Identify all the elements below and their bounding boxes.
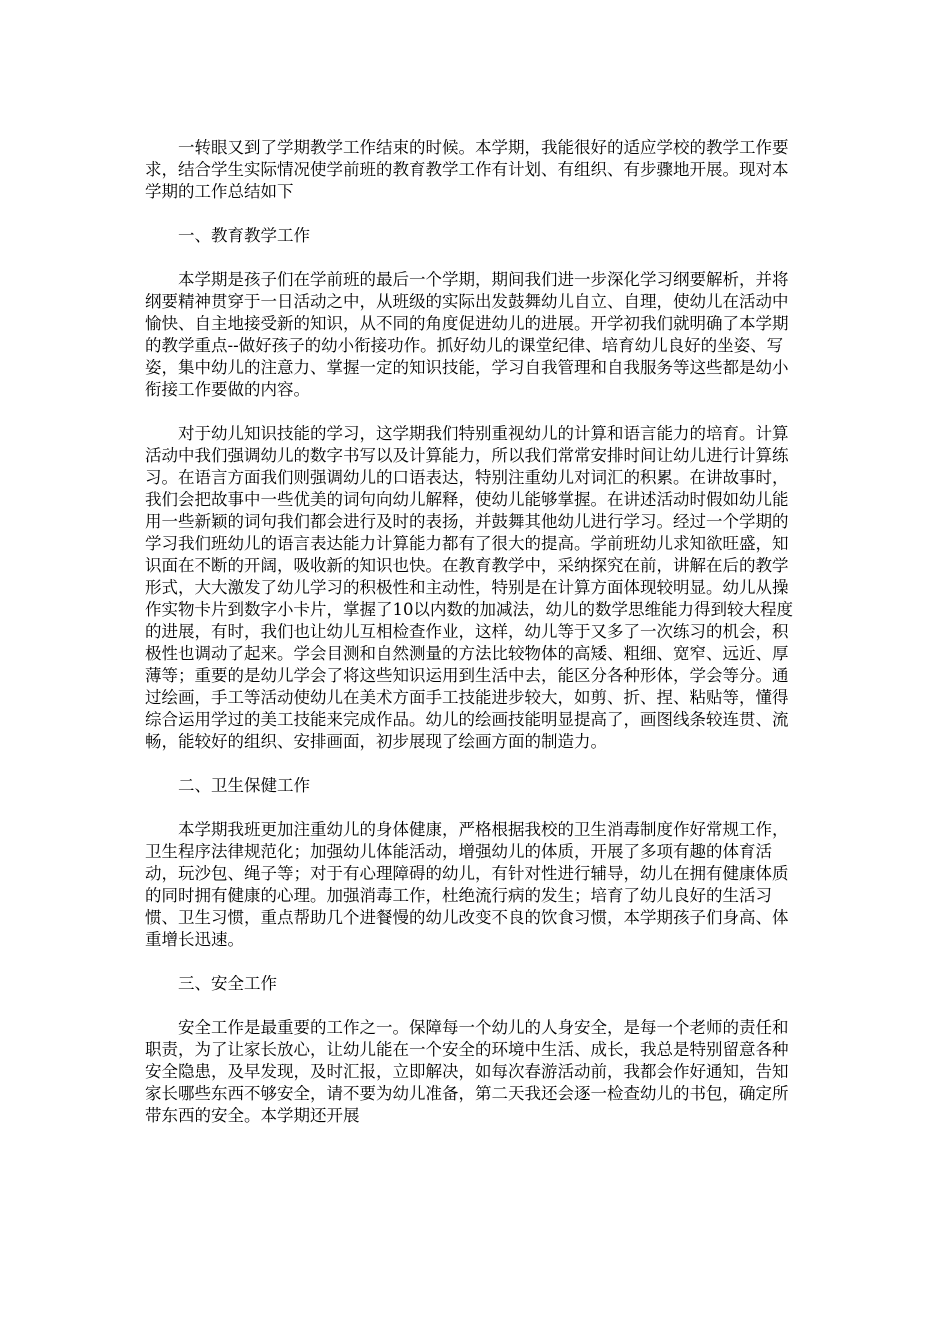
safety-paragraph: 安全工作是最重要的工作之一。保障每一个幼儿的人身安全，是每一个老师的责任和职责，为了让家长放心，让幼儿能在一个安全的环境中生活、成长，我总是特别留意各种安全隐患，及早发现，及时汇报，立即解决，如每次春游活动前，我都会作好通知，告知家长哪些东西不够安全，请不要为幼儿准备，第二天我还会逐一检查幼儿的书包，确定所带东西的安全。本学期还开展 bbox=[145, 1018, 789, 1125]
section-heading-teaching: 一、教育教学工作 bbox=[178, 226, 310, 245]
health-paragraph: 本学期我班更加注重幼儿的身体健康，严格根据我校的卫生消毒制度作好常规工作，卫生程序法律规范化；加强幼儿体能活动，增强幼儿的体质，开展了多项有趣的体育活动，玩沙包、绳子等；对于有心理障碍的幼儿，有针对性进行辅导，幼儿在拥有健康体质的同时拥有健康的心理。加强消毒工作，杜绝流行病的发生；培育了幼儿良好的生活习惯、卫生习惯，重点帮助几个进餐慢的幼儿改变不良的饮食习惯，本学期孩子们身高、体重增长迅速。 bbox=[145, 820, 789, 949]
document-body bbox=[145, 137, 800, 1149]
teaching-paragraph-1: 本学期是孩子们在学前班的最后一个学期，期间我们进一步深化学习纲要解析，并将纲要精神贯穿于一日活动之中，从班级的实际出发鼓舞幼儿自立、自理，使幼儿在活动中愉快、自主地接受新的知识，从不同的角度促进幼儿的进展。开学初我们就明确了本学期的教学重点--做好孩子的幼小衔接功作。抓好幼儿的课堂纪律、培育幼儿良好的坐姿、写姿，集中幼儿的注意力、掌握一定的知识技能，学习自我管理和自我服务等这些都是幼小衔接工作要做的内容。 bbox=[145, 270, 789, 399]
section-heading-safety: 三、安全工作 bbox=[178, 974, 277, 993]
section-heading-health: 二、卫生保健工作 bbox=[178, 776, 310, 795]
intro-paragraph: 一转眼又到了学期教学工作结束的时候。本学期，我能很好的适应学校的教学工作要求，结合学生实际情况使学前班的教育教学工作有计划、有组织、有步骤地开展。现对本学期的工作总结如下 bbox=[145, 138, 789, 201]
teaching-paragraph-2: 对于幼儿知识技能的学习，这学期我们特别重视幼儿的计算和语言能力的培育。计算活动中我们强调幼儿的数字书写以及计算能力，所以我们常常安排时间让幼儿进行计算练习。在语言方面我们则强调幼儿的口语表达，特别注重幼儿对词汇的积累。在讲故事时，我们会把故事中一些优美的词句向幼儿解释，使幼儿能够掌握。在讲述活动时假如幼儿能用一些新颖的词句我们都会进行及时的表扬，并鼓舞其他幼儿进行学习。经过一个学期的学习我们班幼儿的语言表达能力计算能力都有了很大的提高。学前班幼儿求知欲旺盛，知识面在不断的开阔，吸收新的知识也快。在教育教学中，采纳探究在前，讲解在后的教学形式，大大激发了幼儿学习的积极性和主动性，特别是在计算方面体现较明显。幼儿从操作实物卡片到数字小卡片，掌握了10以内数的加减法，幼儿的数学思维能力得到较大程度的进展，有时，我们也让幼儿互相检查作业，这样，幼儿等于又多了一次练习的机会，积极性也调动了起来。学会目测和自然测量的方法比较物体的高矮、粗细、宽窄、远近、厚薄等；重要的是幼儿学会了将这些知识运用到生活中去，能区分各种形体，学会等分。通过绘画，手工等活动使幼儿在美术方面手工技能进步较大，如剪、折、捏、粘贴等，懂得综合运用学过的美工技能来完成作品。幼儿的绘画技能明显提高了，画图线条较连贯、流畅，能较好的组织、安排画面，初步展现了绘画方面的制造力。 bbox=[145, 424, 793, 751]
